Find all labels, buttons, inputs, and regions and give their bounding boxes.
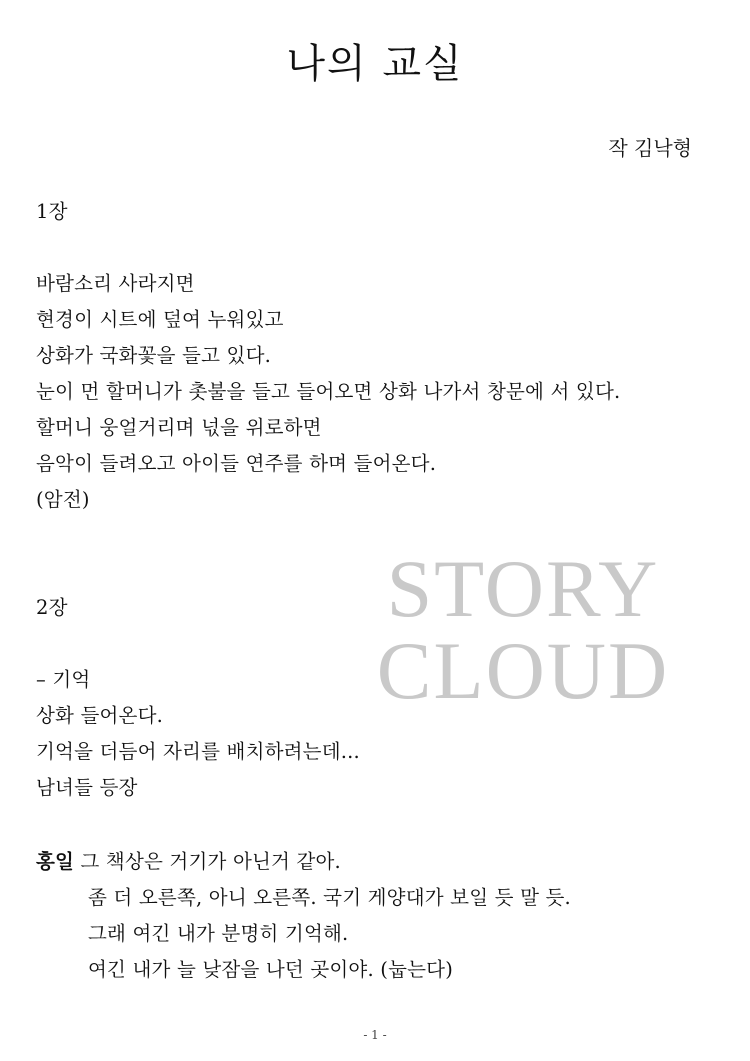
scene-1-line-7: (암전) xyxy=(36,488,90,511)
dialogue-line-4: 여긴 내가 늘 낮잠을 나던 곳이야. (눕는다) xyxy=(88,958,453,981)
scene-2-line-2: 상화 들어온다. xyxy=(36,704,164,727)
scene-1-line-4: 눈이 먼 할머니가 촛불을 들고 들어오면 상화 나가서 창문에 서 있다. xyxy=(36,380,621,403)
scene-2-heading: 2장 xyxy=(36,596,68,619)
story-cloud-watermark xyxy=(368,543,678,716)
watermark-line-1: STORY xyxy=(386,543,660,634)
scene-2-line-1: – 기억 xyxy=(36,668,91,691)
dialogue-line-1 xyxy=(36,846,341,874)
author-credit: 작 김낙형 xyxy=(608,136,692,160)
dialogue-text: 그 책상은 거기가 아닌거 같아. xyxy=(80,850,341,873)
scene-1-heading: 1장 xyxy=(36,200,68,223)
speaker-name: 홍일 xyxy=(36,850,75,873)
scene-1-line-3: 상화가 국화꽃을 들고 있다. xyxy=(36,344,272,367)
dialogue-line-3: 그래 여긴 내가 분명히 기억해. xyxy=(88,922,349,945)
scene-1-line-6: 음악이 들려오고 아이들 연주를 하며 들어온다. xyxy=(36,452,437,475)
dialogue-line-2: 좀 더 오른쪽, 아니 오른쪽. 국기 게양대가 보일 듯 말 듯. xyxy=(88,886,571,909)
scene-2-line-4: 남녀들 등장 xyxy=(36,776,138,799)
scene-1-line-2: 현경이 시트에 덮여 누워있고 xyxy=(36,308,284,331)
scene-1-line-5: 할머니 웅얼거리며 넋을 위로하면 xyxy=(36,416,322,439)
page-number: - 1 - xyxy=(363,1028,387,1042)
watermark-line-2: CLOUD xyxy=(376,625,670,716)
scene-2-line-3: 기억을 더듬어 자리를 배치하려는데... xyxy=(36,740,360,763)
scene-1-line-1: 바람소리 사라지면 xyxy=(36,272,195,295)
document-title: 나의 교실 xyxy=(286,41,464,87)
